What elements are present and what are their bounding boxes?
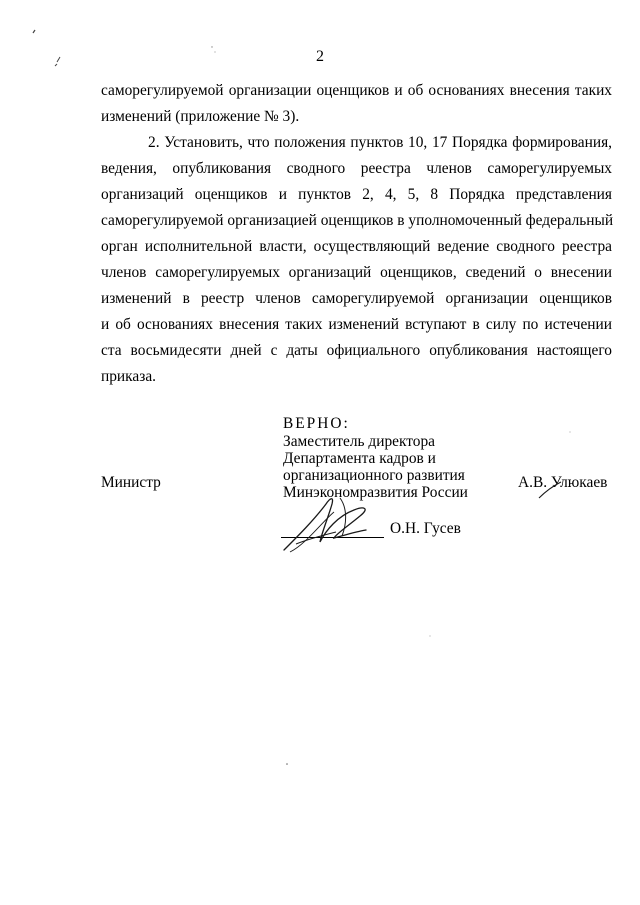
paragraph-1-line-2: изменений (приложение № 3). — [101, 108, 300, 125]
paragraph-2-line-9: ста восьмидесяти дней с даты официального опубликования настоящего — [101, 342, 612, 359]
certifier-position-line-3: организационного развития — [283, 467, 465, 484]
minister-signature-stroke — [537, 480, 567, 500]
page-number: 2 — [316, 48, 324, 65]
certifier-name: О.Н. Гусев — [390, 520, 461, 537]
certifier-position-line-2: Департамента кадров и — [283, 450, 436, 467]
paragraph-2-line-2: ведения, опубликования сводного реестра членов саморегулируемых — [101, 160, 612, 177]
paragraph-1-line-1: саморегулируемой организации оценщиков и об основаниях внесения таких — [101, 82, 612, 99]
paragraph-2-line-4: саморегулируемой организацией оценщиков в уполномоченный федеральный — [101, 212, 614, 229]
certifier-position-line-4: Минэкономразвития России — [283, 484, 468, 501]
paragraph-2-line-1: 2. Установить, что положения пунктов 10, 17 Порядка формирования, — [148, 134, 612, 151]
paragraph-2-line-7: изменений в реестр членов саморегулируемой организации оценщиков — [101, 290, 612, 307]
certified-label: ВЕРНО: — [283, 415, 350, 432]
minister-title: Министр — [101, 474, 161, 491]
certifier-position-line-1: Заместитель директора — [283, 433, 436, 450]
paragraph-2-line-10: приказа. — [101, 368, 157, 385]
handwritten-signature — [276, 492, 386, 557]
paragraph-2-line-8: и об основаниях внесения таких изменений вступают в силу по истечении — [101, 316, 612, 333]
paragraph-2-line-6: членов саморегулируемых организаций оценщиков, сведений о внесении — [101, 264, 612, 281]
paragraph-2-line-3: организаций оценщиков и пунктов 2, 4, 5, 8 Порядка представления — [101, 186, 612, 203]
paragraph-2-line-5: орган исполнительной власти, осуществляющий ведение сводного реестра — [101, 238, 612, 255]
minister-name: А.В. Улюкаев — [518, 474, 608, 491]
